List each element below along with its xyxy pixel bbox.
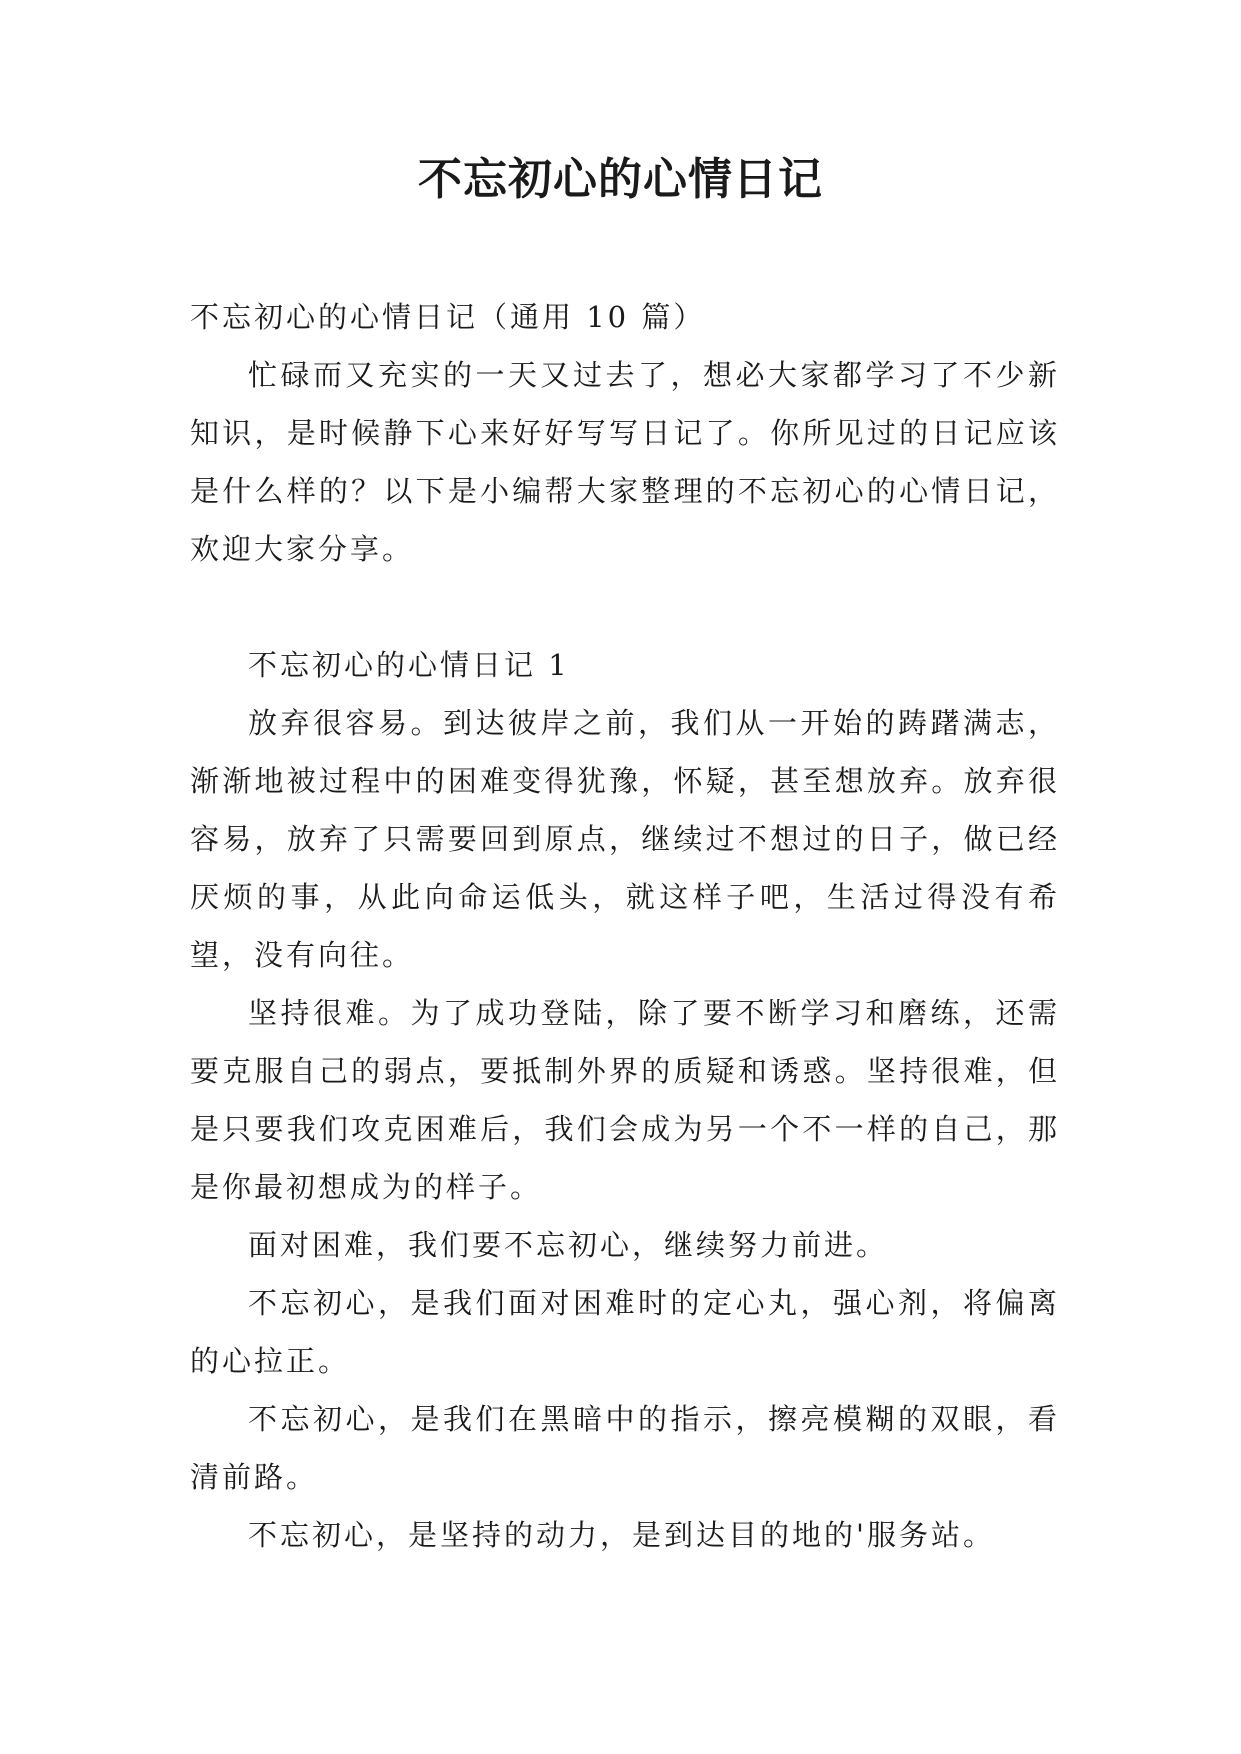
section-heading: 不忘初心的心情日记 1	[248, 648, 570, 682]
document-body	[190, 288, 1060, 1564]
body-paragraph: 不忘初心，是我们在黑暗中的指示，擦亮模糊的双眼，看清前路。	[190, 1402, 1060, 1494]
body-paragraph: 不忘初心，是我们面对困难时的定心丸，强心剂，将偏离的心拉正。	[190, 1286, 1060, 1378]
body-paragraph: 放弃很容易。到达彼岸之前，我们从一开始的踌躇满志，渐渐地被过程中的困难变得犹豫，怀疑，甚至想放弃。放弃很容易，放弃了只需要回到原点，继续过不想过的日子，做已经厌烦的事，从此向命运低头，就这样子吧，生活过得没有希望，没有向往。	[190, 706, 1060, 972]
section-spacer	[190, 578, 1060, 636]
document-subtitle: 不忘初心的心情日记（通用 10 篇）	[190, 300, 706, 334]
intro-paragraph: 忙碌而又充实的一天又过去了，想必大家都学习了不少新知识，是时候静下心来好好写写日记了。你所见过的日记应该是什么样的？以下是小编帮大家整理的不忘初心的心情日记，欢迎大家分享。	[190, 358, 1060, 566]
document-title: 不忘初心的心情日记	[418, 154, 823, 205]
body-paragraph: 面对困难，我们要不忘初心，继续努力前进。	[248, 1228, 889, 1262]
body-paragraph: 坚持很难。为了成功登陆，除了要不断学习和磨练，还需要克服自己的弱点，要抵制外界的质疑和诱惑。坚持很难，但是只要我们攻克困难后，我们会成为另一个不一样的自己，那是你最初想成为的样子。	[190, 996, 1060, 1204]
body-paragraph: 不忘初心，是坚持的动力，是到达目的地的'服务站。	[248, 1518, 995, 1552]
